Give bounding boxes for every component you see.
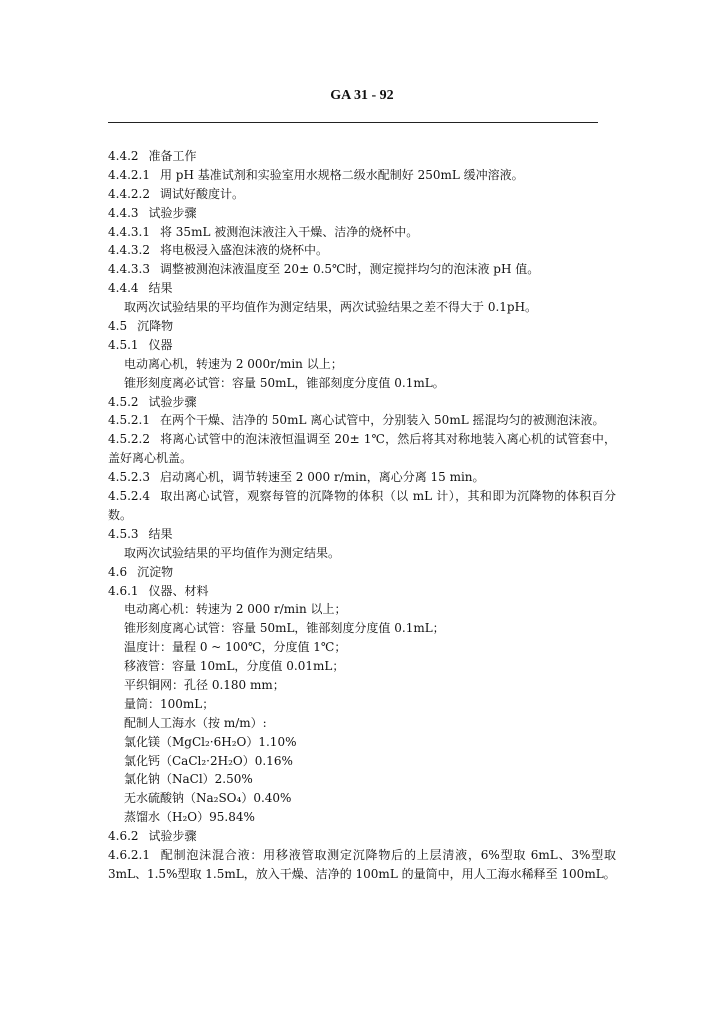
clause-text: 锥形刻度离心试管：容量 50mL，锥部刻度分度值 0.1mL； xyxy=(124,621,445,636)
clause-text: 取两次试验结果的平均值作为测定结果，两次试验结果之差不得大于 0.1pH。 xyxy=(124,300,538,315)
text-line xyxy=(108,789,616,808)
clause-text: 配制泡沫混合液：用移液管取测定沉降物后的上层清液，6%型取 6mL、3%型取 3mL、1.5%型取 1.5mL，放入干燥、洁净的 100mL 的量筒中，用人工海水稀释至 100mL。 xyxy=(108,848,616,881)
clause-number: 4.4.2.1 xyxy=(108,167,150,182)
clause-number: 4.5.2.3 xyxy=(108,470,150,485)
document-body xyxy=(108,147,616,884)
text-line xyxy=(108,657,616,676)
clause-text: 仪器 xyxy=(148,337,173,352)
clause-text: 移液管：容量 10mL，分度值 0.01mL； xyxy=(124,659,345,674)
text-line xyxy=(108,355,616,374)
clause-number: 4.4.3.3 xyxy=(108,262,150,277)
clause-text: 试验步骤 xyxy=(148,205,197,220)
clause-text: 无水硫酸钠（Na₂SO₄）0.40% xyxy=(124,791,292,806)
clause-text: 在两个干燥、洁净的 50mL 离心试管中，分别装入 50mL 摇混均匀的被测泡沫液。 xyxy=(159,413,605,428)
clause-text: 锥形刻度离必试管：容量 50mL，锥部刻度分度值 0.1mL。 xyxy=(124,375,445,390)
clause-text: 量筒：100mL； xyxy=(124,696,215,711)
clause-text: 氯化钙（CaCl₂·2H₂O）0.16% xyxy=(124,753,293,768)
clause-line xyxy=(108,525,616,544)
header-divider xyxy=(108,122,598,123)
clause-text: 启动离心机，调节转速至 2 000 r/min，离心分离 15 min。 xyxy=(159,470,485,485)
text-line xyxy=(108,676,616,695)
clause-text: 调整被测泡沫液温度至 20± 0.5℃时，测定搅拌均匀的泡沫液 pH 值。 xyxy=(159,262,540,277)
clause-text: 试验步骤 xyxy=(148,829,197,844)
text-line xyxy=(108,600,616,619)
clause-line xyxy=(108,185,616,204)
clause-line xyxy=(108,468,616,487)
clause-line xyxy=(108,582,616,601)
clause-line xyxy=(108,336,616,355)
text-line xyxy=(108,298,616,317)
clause-number: 4.5.2.4 xyxy=(108,489,150,504)
clause-text: 结果 xyxy=(148,281,173,296)
clause-text: 试验步骤 xyxy=(148,394,197,409)
clause-number: 4.6 xyxy=(108,564,128,579)
clause-text: 用 pH 基准试剂和实验室用水规格二级水配制好 250mL 缓冲溶液。 xyxy=(159,167,524,182)
clause-number: 4.5.1 xyxy=(108,337,139,352)
clause-line xyxy=(108,317,616,336)
clause-text: 平织铜网：孔径 0.180 mm； xyxy=(124,678,285,693)
text-line xyxy=(108,544,616,563)
clause-text: 配制人工海水（按 m/m）: xyxy=(124,715,267,730)
clause-number: 4.5.2.1 xyxy=(108,413,150,428)
clause-line xyxy=(108,430,616,468)
clause-text: 电动离心机，转速为 2 000r/min 以上； xyxy=(124,356,343,371)
text-line xyxy=(108,638,616,657)
clause-number: 4.4.2 xyxy=(108,149,139,163)
clause-line xyxy=(108,223,616,242)
clause-text: 将 35mL 被测泡沫液注入干燥、洁净的烧杯中。 xyxy=(159,224,419,239)
text-line xyxy=(108,374,616,393)
clause-number: 4.6.2 xyxy=(108,829,139,844)
text-line xyxy=(108,770,616,789)
text-line xyxy=(108,619,616,638)
clause-text: 沉降物 xyxy=(137,319,174,334)
clause-number: 4.5.2.2 xyxy=(108,432,150,447)
clause-number: 4.5.2 xyxy=(108,394,139,409)
clause-text: 氯化镁（MgCl₂·6H₂O）1.10% xyxy=(124,734,297,749)
clause-text: 调试好酸度计。 xyxy=(159,186,244,201)
standard-code-header: GA 31 - 92 xyxy=(330,88,394,103)
clause-line xyxy=(108,487,616,525)
clause-line xyxy=(108,279,616,298)
clause-text: 准备工作 xyxy=(148,149,197,163)
clause-text: 氯化钠（NaCl）2.50% xyxy=(124,772,253,787)
clause-number: 4.4.4 xyxy=(108,281,139,296)
clause-line xyxy=(108,411,616,430)
text-line xyxy=(108,733,616,752)
clause-line xyxy=(108,204,616,223)
clause-text: 温度计：量程 0 ~ 100℃，分度值 1℃； xyxy=(124,640,347,655)
clause-text: 将电极浸入盛泡沫液的烧杯中。 xyxy=(159,243,328,258)
clause-number: 4.5.3 xyxy=(108,526,139,541)
text-line xyxy=(108,714,616,733)
clause-line xyxy=(108,393,616,412)
clause-text: 电动离心机：转速为 2 000 r/min 以上； xyxy=(124,602,347,617)
text-line xyxy=(108,695,616,714)
clause-text: 取出离心试管，观察每管的沉降物的体积（以 mL 计），其和即为沉降物的体积百分数。 xyxy=(108,489,616,522)
clause-line xyxy=(108,147,616,166)
clause-line xyxy=(108,563,616,582)
clause-number: 4.4.2.2 xyxy=(108,186,150,201)
text-line xyxy=(108,808,616,827)
clause-line xyxy=(108,846,616,884)
clause-number: 4.4.3.1 xyxy=(108,224,150,239)
clause-text: 仪器、材料 xyxy=(148,583,209,598)
clause-line xyxy=(108,827,616,846)
clause-line xyxy=(108,166,616,185)
clause-text: 沉淀物 xyxy=(137,564,174,579)
clause-number: 4.6.2.1 xyxy=(108,848,150,863)
clause-number: 4.4.3 xyxy=(108,205,139,220)
clause-text: 取两次试验结果的平均值作为测定结果。 xyxy=(124,545,341,560)
text-line xyxy=(108,752,616,771)
clause-text: 结果 xyxy=(148,526,173,541)
clause-number: 4.5 xyxy=(108,319,128,334)
clause-line xyxy=(108,241,616,260)
clause-number: 4.4.3.2 xyxy=(108,243,150,258)
clause-number: 4.6.1 xyxy=(108,583,139,598)
clause-line xyxy=(108,260,616,279)
clause-text: 蒸馏水（H₂O）95.84% xyxy=(124,810,255,825)
clause-text: 将离心试管中的泡沫液恒温调至 20± 1℃，然后将其对称地装入离心机的试管套中，盖好离心机盖。 xyxy=(108,432,616,466)
